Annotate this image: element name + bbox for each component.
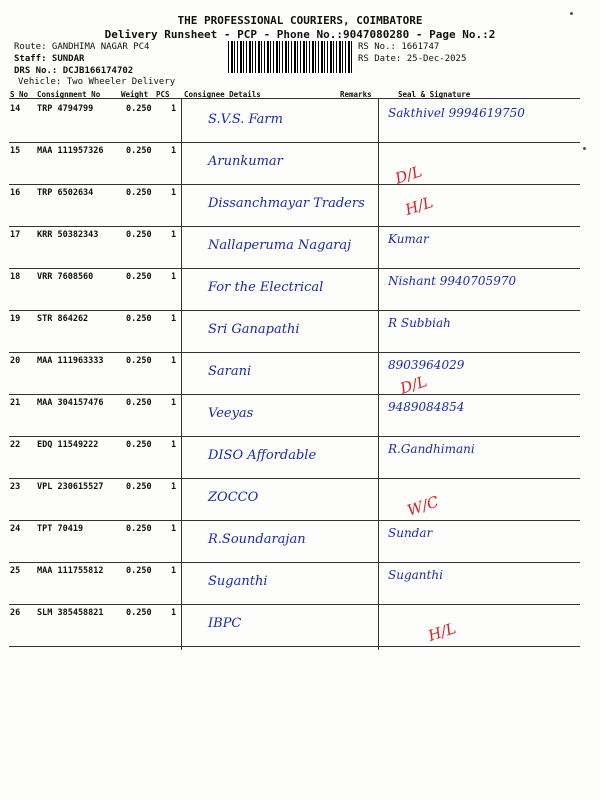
column-divider [181,98,182,650]
row-pcs: 1 [171,608,177,618]
row-consignment-no: MAA 111957326 [37,146,104,156]
row-divider [9,184,580,185]
col-header-consignment: Consignment No [37,90,101,99]
row-weight: 0.250 [126,398,152,408]
row-consignment-no: KRR 50382343 [37,230,99,240]
row-consignee-handwritten: IBPC [208,616,242,631]
row-signature-handwritten: 8903964029 [388,358,465,372]
row-sno: 26 [10,608,21,618]
row-pcs: 1 [171,524,177,534]
row-status-stamp: D/L [397,372,430,398]
vehicle-label: Vehicle: Two Wheeler Delivery [18,77,176,87]
row-consignment-no: TRP 4794799 [37,104,94,114]
row-consignment-no: TPT 70419 [37,524,84,534]
row-consignment-no: SLM 385458821 [37,608,104,618]
row-pcs: 1 [171,188,177,198]
row-signature-handwritten: Suganthi [388,568,443,582]
row-divider [9,562,580,563]
row-divider [9,226,580,227]
row-pcs: 1 [171,356,177,366]
row-consignee-handwritten: ZOCCO [208,490,259,505]
row-sno: 21 [10,398,21,408]
row-consignment-no: TRP 6502634 [37,188,94,198]
row-sno: 23 [10,482,21,492]
row-divider [9,646,580,647]
row-weight: 0.250 [126,146,152,156]
row-weight: 0.250 [126,566,152,576]
header-rule [9,98,580,99]
row-pcs: 1 [171,272,177,282]
row-consignee-handwritten: Sri Ganapathi [208,322,300,337]
row-divider [9,478,580,479]
col-header-sno: S No [10,90,29,99]
company-title: THE PROFESSIONAL COURIERS, COIMBATORE [177,14,423,27]
row-status-stamp: H/L [425,619,459,645]
row-divider [9,520,580,521]
row-consignee-handwritten: DISO Affordable [208,448,317,463]
row-consignee-handwritten: Dissanchmayar Traders [208,196,365,211]
row-signature-handwritten: R.Gandhimani [388,442,475,456]
row-consignee-handwritten: For the Electrical [208,280,324,295]
row-pcs: 1 [171,398,177,408]
row-divider [9,142,580,143]
row-consignee-handwritten: Sarani [208,364,252,379]
scan-mark [583,147,586,150]
row-status-stamp: D/L [392,162,425,188]
row-signature-handwritten: 9489084854 [388,400,465,414]
barcode [228,41,354,73]
row-weight: 0.250 [126,356,152,366]
route-label: Route: GANDHIMA NAGAR PC4 [14,42,150,52]
col-header-pcs: PCS [156,90,170,99]
row-weight: 0.250 [126,314,152,324]
row-status-stamp: H/L [402,193,436,219]
row-consignment-no: EDQ 11549222 [37,440,99,450]
row-consignment-no: MAA 111963333 [37,356,104,366]
row-weight: 0.250 [126,104,152,114]
row-consignment-no: MAA 111755812 [37,566,104,576]
staff-label: Staff: SUNDAR [14,54,85,64]
row-pcs: 1 [171,482,177,492]
row-pcs: 1 [171,146,177,156]
col-header-seal: Seal & Signature [398,90,471,99]
row-divider [9,268,580,269]
row-sno: 25 [10,566,21,576]
row-weight: 0.250 [126,608,152,618]
row-weight: 0.250 [126,482,152,492]
row-sno: 14 [10,104,21,114]
row-sno: 19 [10,314,21,324]
row-weight: 0.250 [126,440,152,450]
row-consignee-handwritten: Suganthi [208,574,268,589]
row-sno: 24 [10,524,21,534]
row-sno: 22 [10,440,21,450]
row-consignee-handwritten: S.V.S. Farm [208,112,283,127]
row-pcs: 1 [171,230,177,240]
rs-number: RS No.: 1661747 [358,42,440,52]
row-divider [9,394,580,395]
row-pcs: 1 [171,314,177,324]
row-sno: 20 [10,356,21,366]
row-signature-handwritten: Sundar [388,526,433,540]
row-weight: 0.250 [126,230,152,240]
row-sno: 16 [10,188,21,198]
column-divider [378,98,379,650]
col-header-remarks: Remarks [340,90,372,99]
row-consignee-handwritten: R.Soundarajan [208,532,306,547]
runsheet-subtitle: Delivery Runsheet - PCP - Phone No.:9047080280 - Page No.:2 [104,28,496,41]
row-consignee-handwritten: Arunkumar [208,154,283,169]
row-weight: 0.250 [126,272,152,282]
row-sno: 17 [10,230,21,240]
row-sno: 18 [10,272,21,282]
scan-mark [570,12,573,15]
row-weight: 0.250 [126,188,152,198]
row-divider [9,310,580,311]
col-header-consignee: Consignee Details [184,90,261,99]
row-consignment-no: VRR 7608560 [37,272,94,282]
row-divider [9,604,580,605]
row-signature-handwritten: Kumar [388,232,429,246]
row-consignee-handwritten: Nallaperuma Nagaraj [208,238,352,253]
row-pcs: 1 [171,104,177,114]
row-pcs: 1 [171,566,177,576]
row-consignment-no: VPL 230615527 [37,482,104,492]
rs-date: RS Date: 25-Dec-2025 [358,54,467,64]
row-consignee-handwritten: Veeyas [208,406,254,421]
row-sno: 15 [10,146,21,156]
row-divider [9,436,580,437]
row-pcs: 1 [171,440,177,450]
col-header-weight: Weight [121,90,149,99]
row-divider [9,352,580,353]
drs-label: DRS No.: DCJB166174702 [14,66,134,76]
row-signature-handwritten: R Subbiah [388,316,451,330]
row-signature-handwritten: Sakthivel 9994619750 [388,106,525,120]
row-consignment-no: MAA 304157476 [37,398,104,408]
row-weight: 0.250 [126,524,152,534]
row-status-stamp: W/C [405,492,441,520]
row-signature-handwritten: Nishant 9940705970 [388,274,517,288]
row-consignment-no: STR 864262 [37,314,89,324]
